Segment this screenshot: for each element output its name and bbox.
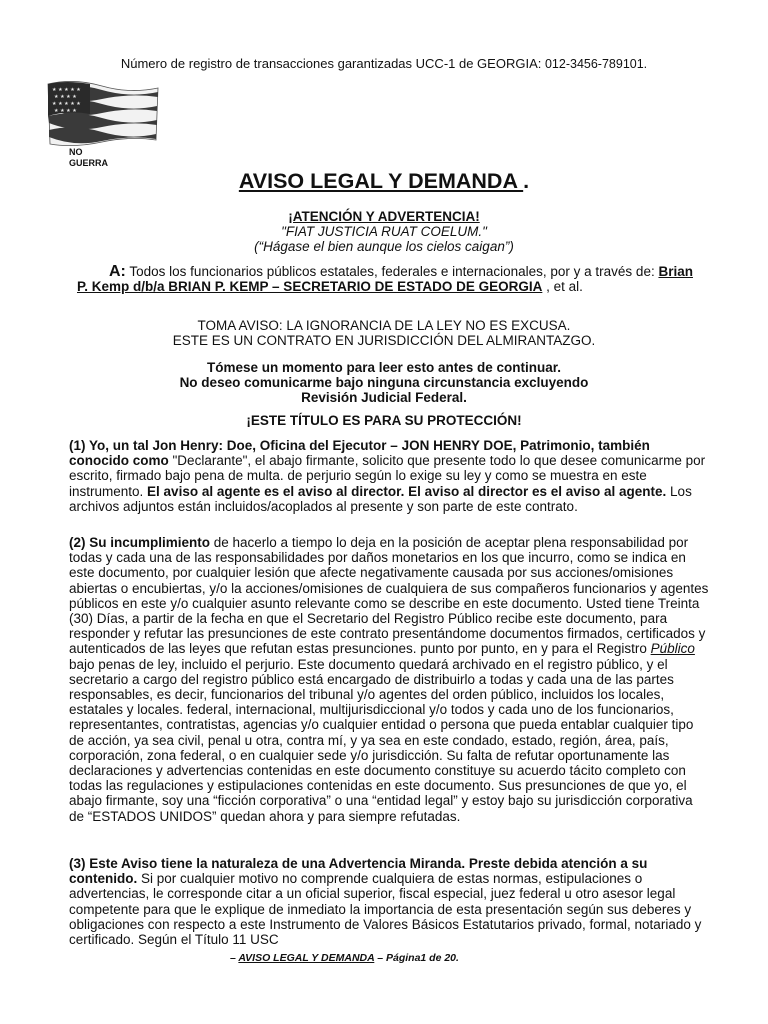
recipient-line: Todos los funcionarios públicos estatales, federales e internacionales, por y a través de: <box>125 264 659 279</box>
title-dot: . <box>523 169 530 193</box>
request-line-2: No deseo comunicarme bajo ninguna circunstancia excluyendo <box>179 375 589 390</box>
title-text: AVISO LEGAL Y DEMANDA <box>238 169 524 193</box>
paragraph-2 <box>69 535 709 824</box>
p1-text-1: "Declarante", el abajo firmante, solicito que presente todo lo que desee comunicarme por escrito, firmado bajo pena de multa. de perjurio según lo exige su ley y como se muestra en este instrumento. <box>69 453 706 499</box>
p3-text-1: Si por cualquier motivo no comprende cualquiera de estas normas, estipulaciones o advertencias, le corresponde citar a un oficial superior, fiscal especial, juez federal u otro asesor legal competente para que le explique de inmediato la importancia de esta presentación según sus deberes y obligaciones con respecto a este Instrumento de Valores Básicos Estatutarios privado, formal, notariado y certificado. Según el Título 11 USC <box>69 871 702 948</box>
paragraph-1 <box>69 438 709 514</box>
recipient-label: A: <box>109 263 126 280</box>
recipient-block <box>77 264 702 294</box>
p2-text-2: bajo penas de ley, incluido el perjurio. Este documento quedará archivado en el registro público, y el secretario a cargo del registro público está encargado de distribuirlo a todas y cada una de las partes responsables, es decir, funcionarios del tribunal y/o agentes del orden público, incluidos los locales, estatales y locales. federal, internacional, multijurisdiccional y/o todos y cada uno de los funcionarios, representantes, contratistas, agencias y/o cualquier entidad o persona que pueda entablar cualquier tipo de acción, ya sea civil, penal u otra, contra mí, y ya sea en este condado, estado, región, área, país, corporación, zona federal, o en cualquier sede y/o jurisdicción. Su falta de refutar oportunamente las declaraciones y advertencias contenidas en este documento constituye su acuerdo tácito completo con todas las regulaciones y estipulaciones contenidas en este documento. Sus presunciones de que yo, el abajo firmante, soy una “ficción corporativa” o una “entidad legal” y estoy bajo su jurisdicción corporativa de “ESTADOS UNIDOS” quedan ahora y para siempre refutadas. <box>69 656 694 824</box>
request-line-1: Tómese un momento para leer esto antes de continuar. <box>206 360 562 375</box>
p2-publico-word: Público <box>650 641 695 657</box>
p3-bold-1: (3) Este Aviso tiene la naturaleza de una Advertencia Miranda. Preste debida atención a su contenido. <box>69 856 648 887</box>
svg-text:★ ★ ★ ★: ★ ★ ★ ★ <box>54 108 77 114</box>
recipient-suffix: , et al. <box>542 279 583 294</box>
p1-bold-2: El aviso al agente es el aviso al director. El aviso al director es el aviso al agente. <box>147 483 667 499</box>
p1-bold-1: (1) Yo, un tal Jon Henry: Doe, Oficina del Ejecutor – JON HENRY DOE, Patrimonio, también conocido como <box>69 438 650 469</box>
notice-line-2: ESTE ES UN CONTRATO EN JURISDICCIÓN DEL ALMIRANTAZGO. <box>172 333 596 348</box>
request-line-3: Revisión Judicial Federal. <box>301 390 467 405</box>
svg-text:★ ★ ★ ★: ★ ★ ★ ★ <box>54 94 77 100</box>
page-footer <box>230 952 459 964</box>
p2-text-1: de hacerlo a tiempo lo deja en la posición de aceptar plena responsabilidad por todas y cada una de las responsabilidades por daños monetarios en los que incurro, como se indica en este documento, por cualquier lesión que afecte negativamente causada por sus acciones/omisiones abiertas o encubiertas, y/o la acciones/omisiones de cualquiera de sus compañeros funcionarios y agentes públicos en este y/o cualquier asunto relevante como se describe en este documento. Usted tiene Treinta (30) Días, a partir de la fecha en que el Secretario del Registro Público recibe este documento, para responder y refutar las presunciones de este contrato presentándome documentos firmados, certificados y autenticados de las leyes que refutan estas presunciones. punto por punto, en y para el Registro <box>69 535 709 657</box>
guerra-text: GUERRA <box>69 157 109 168</box>
footer-page: – Página1 de 20. <box>374 952 459 964</box>
footer-dash: – <box>230 952 239 964</box>
svg-text:★ ★ ★ ★ ★: ★ ★ ★ ★ ★ <box>52 101 81 107</box>
notice-block <box>0 318 768 348</box>
registry-line <box>0 56 768 71</box>
attention-heading: ¡ATENCIÓN Y ADVERTENCIA! <box>288 209 480 224</box>
svg-text:★ ★ ★ ★ ★: ★ ★ ★ ★ ★ <box>52 87 81 93</box>
p1-text-2: Los archivos adjuntos están incluidos/acoplados al presente y son parte de este contrato. <box>69 483 692 514</box>
page-title <box>0 169 768 194</box>
latin-motto: "FIAT JUSTICIA RUAT COELUM." <box>281 224 487 239</box>
registry-number: 012-3456-789101. <box>544 57 648 71</box>
footer-title: AVISO LEGAL Y DEMANDA <box>238 952 375 964</box>
p2-bold-1: (2) Su incumplimiento <box>69 535 211 550</box>
motto-translation: (“Hágase el bien aunque los cielos caigan”) <box>254 239 514 254</box>
us-flag-image <box>44 78 160 152</box>
paragraph-3 <box>69 856 709 947</box>
no-text: NO <box>69 147 83 157</box>
no-guerra-label <box>69 147 108 168</box>
attention-block <box>0 209 768 254</box>
recipient-name: Brian P. Kemp d/b/a BRIAN P. KEMP – SECRETARIO DE ESTADO DE GEORGIA <box>77 264 693 294</box>
protection-heading: ¡ESTE TÍTULO ES PARA SU PROTECCIÓN! <box>246 413 522 428</box>
request-block <box>0 360 768 405</box>
notice-line-1: TOMA AVISO: LA IGNORANCIA DE LA LEY NO ES EXCUSA. <box>197 318 571 333</box>
registry-text: Número de registro de transacciones garantizadas UCC-1 de GEORGIA: <box>120 56 542 71</box>
